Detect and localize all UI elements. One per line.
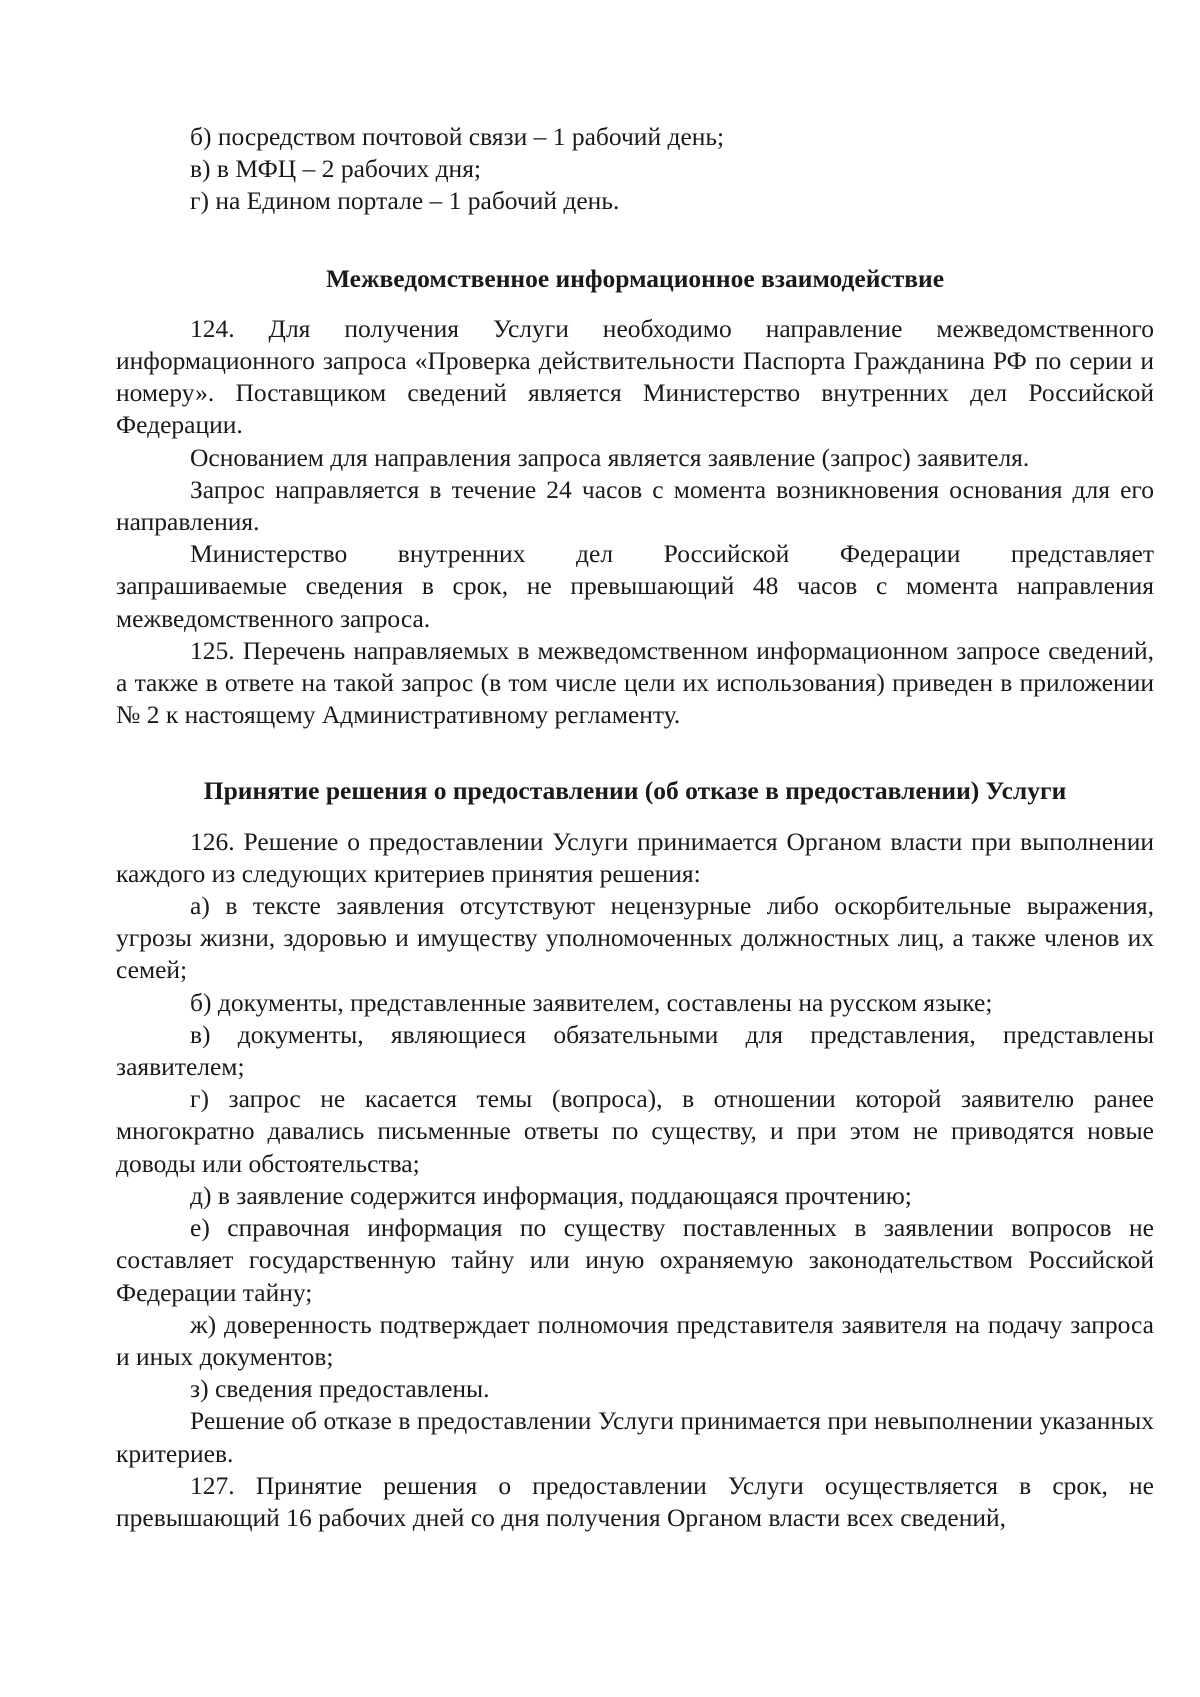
criterion-b: б) документы, представленные заявителем, составлены на русском языке; [190,987,993,1017]
criterion-e: е) справочная информация по существу поставленных в заявлении вопросов не составляет государственную тайну или иную охраняемую законодательством Российской Федерации тайну; [116,1213,1154,1307]
paragraph-126: 126. Решение о предоставлении Услуги принимается Органом власти при выполнении каждого из следующих критериев принятия решения: [116,826,1154,888]
paragraph-127: 127. Принятие решения о предоставлении Услуги осуществляется в срок, не превышающий 16 рабочих дней со дня получения Органом власти всех сведений, [116,1470,1154,1532]
criterion-g: г) запрос не касается темы (вопроса), в отношении которой заявителю ранее многократно давались письменные ответы по существу, и при этом не приводятся новые доводы или обстоятельства; [116,1084,1154,1178]
section-heading-interagency: Межведомственное информационное взаимодействие [325,263,945,293]
paragraph-timing: Запрос направляется в течение 24 часов с момента возникновения основания для его направления. [116,474,1154,537]
criterion-zh: ж) доверенность подтверждает полномочия представителя заявителя на подачу запроса и иных документов; [116,1309,1154,1371]
intro-item-g: г) на Едином портале – 1 рабочий день. [190,186,620,216]
criterion-d: д) в заявление содержится информация, поддающаяся прочтению; [190,1180,912,1210]
paragraph-ministry-rest: запрашиваемые сведения в срок, не превышающий 48 часов с момента направления межведомственного запроса. [116,571,1154,633]
intro-item-b: б) посредством почтовой связи – 1 рабочий день; [190,122,725,151]
paragraph-124: 124. Для получения Услуги необходимо направление межведомственного информационного запроса «Проверка действительности Паспорта Гражданина РФ по серии и номеру». Поставщиком сведений является Министерство внутренних дел Российской Федерации. [116,313,1154,440]
paragraph-ministry-first-line: Министерство внутренних дел Российской Федерации представляет [190,539,1154,569]
paragraph-basis: Основанием для направления запроса является заявление (запрос) заявителя. [190,442,1030,472]
intro-item-v: в) в МФЦ – 2 рабочих дня; [190,154,482,184]
section-heading-decision: Принятие решения о предоставлении (об отказе в предоставлении) Услуги [203,776,1067,806]
criterion-v: в) документы, являющиеся обязательными для представления, представлены заявителем; [116,1019,1154,1082]
document-body [116,121,1154,1534]
criterion-a: а) в тексте заявления отсутствуют нецензурные либо оскорбительные выражения, угрозы жизни, здоровью и имуществу уполномоченных должностных лиц, а также членов их семей; [116,891,1154,985]
paragraph-125: 125. Перечень направляемых в межведомственном информационном запросе сведений, а также в ответе на такой запрос (в том числе цели их использования) приведен в приложении № 2 к настоящему Административному регламенту. [116,635,1154,730]
criterion-z: з) сведения предоставлены. [190,1374,490,1404]
paragraph-refusal: Решение об отказе в предоставлении Услуги принимается при невыполнении указанных критериев. [116,1406,1154,1468]
